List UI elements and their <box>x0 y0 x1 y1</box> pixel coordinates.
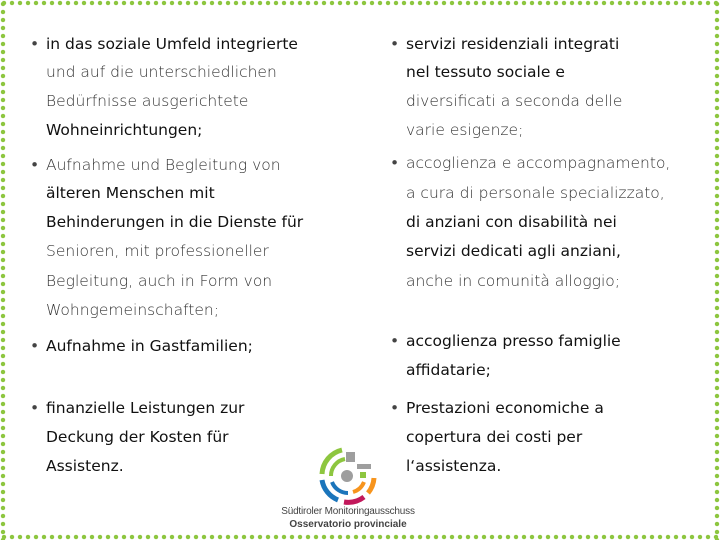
bullet-item <box>390 153 670 173</box>
list-text: Deckung der Kosten für <box>46 428 229 446</box>
bullet-item <box>390 398 604 418</box>
list-text: Wohngemeinschaften; <box>46 301 219 319</box>
bullet-item <box>30 336 253 356</box>
frame-right-border <box>714 0 720 540</box>
list-text: servizi dedicati agli anziani, <box>406 242 621 260</box>
list-text: nel tessuto sociale e <box>406 63 565 81</box>
list-text: Bedürfnisse ausgerichtete <box>46 92 249 110</box>
list-text: Wohneinrichtungen; <box>46 121 203 139</box>
list-text: varie esigenze; <box>406 121 524 139</box>
bullet-item <box>30 155 281 175</box>
list-text: copertura dei costi per <box>406 428 583 446</box>
bullet-item <box>390 34 619 54</box>
list-text: älteren Menschen mit <box>46 184 215 202</box>
list-text: anche in comunità alloggio; <box>406 272 620 290</box>
list-text: accoglienza e accompagnamento, <box>406 154 671 172</box>
frame-left-border <box>0 0 6 540</box>
list-text: Begleitung, auch in Form von <box>46 272 273 290</box>
monitoring-committee-logo <box>268 446 428 534</box>
bullet-item <box>390 331 621 351</box>
logo-text-italian: Osservatorio provinciale <box>289 519 407 530</box>
list-text: Prestazioni economiche a <box>406 399 604 417</box>
list-text: Senioren, mit professioneller <box>46 242 269 260</box>
list-text: finanzielle Leistungen zur <box>46 399 245 417</box>
list-text: in das soziale Umfeld integrierte <box>46 35 298 53</box>
list-text: Aufnahme in Gastfamilien; <box>46 337 253 355</box>
bullet-item <box>30 398 244 418</box>
bullet-item <box>30 34 298 54</box>
list-text: Aufnahme und Begleitung von <box>46 156 281 174</box>
list-text: l‘assistenza. <box>406 457 502 475</box>
list-text: affidatarie; <box>406 361 491 379</box>
list-text: a cura di personale specializzato, <box>406 184 665 202</box>
logo-emblem-icon <box>268 446 428 506</box>
list-text: di anziani con disabilità nei <box>406 213 617 231</box>
list-text: accoglienza presso famiglie <box>406 332 621 350</box>
list-text: servizi residenziali integrati <box>406 35 620 53</box>
list-text: und auf die unterschiedlichen <box>46 63 277 81</box>
logo-text-german: Südtiroler Monitoringausschuss <box>281 506 415 517</box>
list-text: diversificati a seconda delle <box>406 92 623 110</box>
frame-bottom-border <box>0 534 720 540</box>
frame-top-border <box>0 0 720 6</box>
list-text: Behinderungen in die Dienste für <box>46 213 304 231</box>
list-text: Assistenz. <box>46 457 124 475</box>
